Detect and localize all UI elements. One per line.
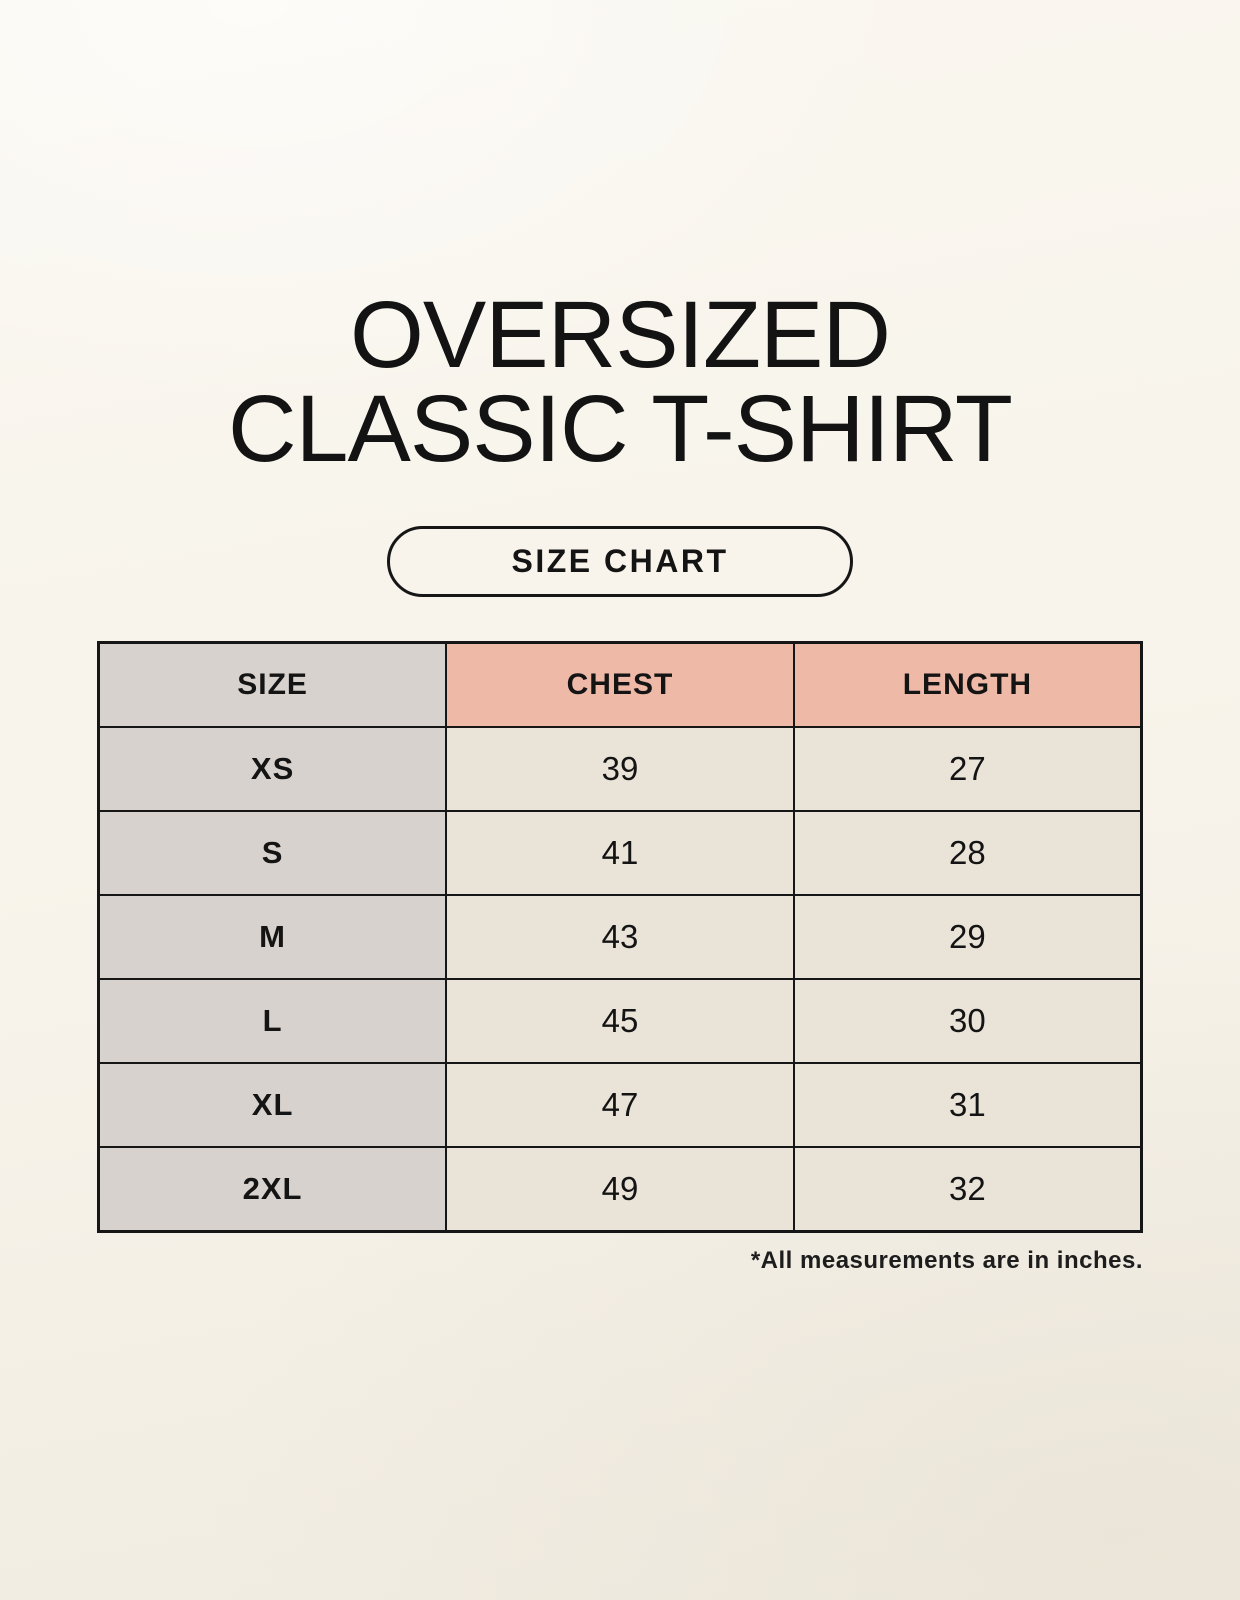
size-chart-table <box>97 641 1143 1233</box>
product-title-line2: CLASSIC T-SHIRT <box>228 376 1012 482</box>
chest-value-cell: 43 <box>446 895 794 979</box>
size-label-cell: M <box>99 895 447 979</box>
product-title-line1: OVERSIZED <box>350 282 890 388</box>
chest-value-cell: 49 <box>446 1147 794 1232</box>
size-label-cell: S <box>99 811 447 895</box>
column-header-length: LENGTH <box>794 643 1142 728</box>
chest-value-cell: 45 <box>446 979 794 1063</box>
measurements-footnote: *All measurements are in inches. <box>750 1247 1143 1274</box>
chest-value-cell: 41 <box>446 811 794 895</box>
size-table-body <box>99 727 1142 1232</box>
size-label-cell: XL <box>99 1063 447 1147</box>
length-value-cell: 31 <box>794 1063 1142 1147</box>
size-label-cell: L <box>99 979 447 1063</box>
length-value-cell: 27 <box>794 727 1142 811</box>
table-row <box>99 1063 1142 1147</box>
table-row <box>99 811 1142 895</box>
chest-value-cell: 39 <box>446 727 794 811</box>
header-row <box>99 643 1142 728</box>
size-chart-badge <box>387 526 853 597</box>
column-header-size: SIZE <box>99 643 447 728</box>
table-row <box>99 727 1142 811</box>
size-chart-table-head <box>99 643 1142 728</box>
table-row <box>99 979 1142 1063</box>
size-label-cell: XS <box>99 727 447 811</box>
length-value-cell: 28 <box>794 811 1142 895</box>
column-header-chest: CHEST <box>446 643 794 728</box>
length-value-cell: 29 <box>794 895 1142 979</box>
chest-value-cell: 47 <box>446 1063 794 1147</box>
size-chart-badge-label: SIZE CHART <box>511 543 729 579</box>
length-value-cell: 32 <box>794 1147 1142 1232</box>
product-title <box>0 0 1240 482</box>
table-row <box>99 895 1142 979</box>
size-label-cell: 2XL <box>99 1147 447 1232</box>
length-value-cell: 30 <box>794 979 1142 1063</box>
table-row <box>99 1147 1142 1232</box>
